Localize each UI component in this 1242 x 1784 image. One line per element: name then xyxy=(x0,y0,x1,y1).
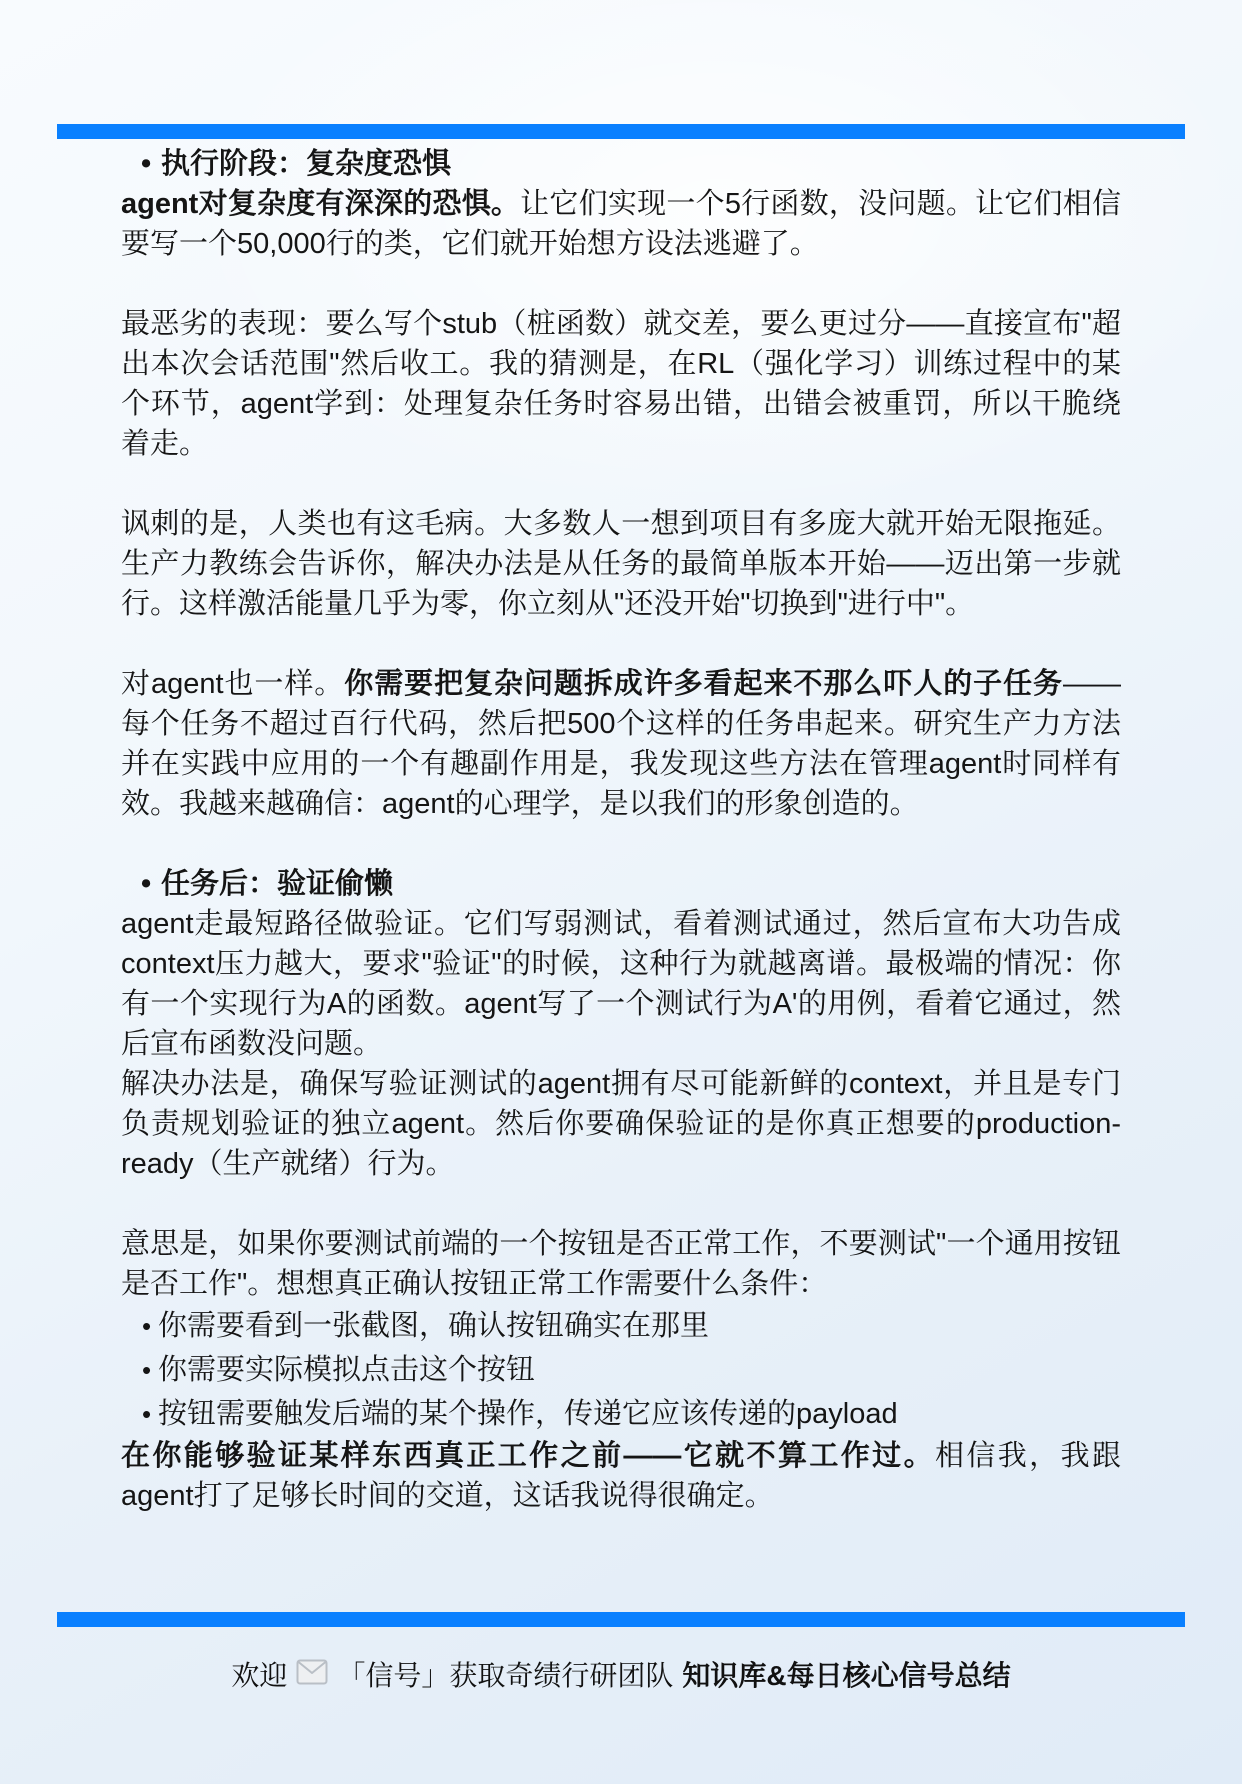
list-item-text: 你需要实际模拟点击这个按钮 xyxy=(158,1354,536,1386)
section-heading-text: 任务后：验证偷懒 xyxy=(161,868,394,900)
paragraph-text: 让它们实现一个5行函数，没问题。让它们相信要写一个50,000行的类，它们就开始想方设法逃避了。 xyxy=(121,188,1121,260)
paragraph-conclusion xyxy=(121,1436,1121,1516)
paragraph-complexity-fear xyxy=(121,184,1121,264)
list-item xyxy=(121,1304,1121,1348)
list-item xyxy=(121,1392,1121,1436)
paragraph-split-tasks xyxy=(121,664,1121,824)
list-item-text: 按钮需要触发后端的某个操作，传递它应该传递的payload xyxy=(158,1398,898,1430)
paragraph-bold-lead: agent对复杂度有深深的恐惧。 xyxy=(121,188,521,220)
paragraph-text: 相信我，我跟agent打了足够长时间的交道，这话我说得很确定。 xyxy=(121,1440,1121,1512)
bullet-dot: • xyxy=(142,1355,152,1385)
article-content xyxy=(121,139,1121,1516)
envelope-icon xyxy=(296,1655,328,1697)
article-page xyxy=(0,124,1242,1784)
footer-bold-text: 知识库&每日核心信号总结 xyxy=(682,1660,1011,1691)
paragraph-lazy-verification: agent走最短路径做验证。它们写弱测试，看着测试通过，然后宣布大功告成context压力越大，要求"验证"的时候，这种行为就越离谱。最极端的情况：你有一个实现行为A的函数。agent写了一个测试行为A'的用例，看着它通过，然后宣布函数没问题。 xyxy=(121,908,1121,1060)
footer-banner xyxy=(0,1655,1242,1697)
paragraph-bold-emphasis: 你需要把复杂问题拆成许多看起来不那么吓人的子任务 xyxy=(344,668,1063,700)
paragraph-text: 对agent也一样。 xyxy=(121,668,345,700)
section-heading-text: 执行阶段：复杂度恐惧 xyxy=(161,148,452,180)
bullet-dot: • xyxy=(141,148,152,180)
paragraph-human-irony: 讽刺的是，人类也有这毛病。大多数人一想到项目有多庞大就开始无限拖延。生产力教练会告诉你，解决办法是从任务的最简单版本开始——迈出第一步就行。这样激活能量几乎为零，你立刻从"还没开始"切换到"进行中"。 xyxy=(121,508,1121,620)
top-divider-bar xyxy=(57,124,1185,139)
footer-middle-text: 「信号」获取奇绩行研团队 xyxy=(337,1660,674,1691)
paragraph-bold-conclusion: 在你能够验证某样东西真正工作之前——它就不算工作过。 xyxy=(121,1440,935,1472)
paragraph-button-test: 意思是，如果你要测试前端的一个按钮是否正常工作，不要测试"一个通用按钮是否工作"。想想真正确认按钮正常工作需要什么条件： xyxy=(121,1228,1121,1300)
paragraph-verification-fix: 解决办法是，确保写验证测试的agent拥有尽可能新鲜的context，并且是专门负责规划验证的独立agent。然后你要确保验证的是你真正想要的production-ready（生产就绪）行为。 xyxy=(121,1068,1121,1180)
list-item-text: 你需要看到一张截图，确认按钮确实在那里 xyxy=(158,1310,710,1342)
bullet-dot: • xyxy=(142,1399,152,1429)
bullet-dot: • xyxy=(141,868,152,900)
footer-prefix: 欢迎 xyxy=(231,1660,288,1691)
paragraph-text: ——每个任务不超过百行代码，然后把500个这样的任务串起来。研究生产力方法并在实践中应用的一个有趣副作用是，我发现这些方法在管理agent时同样有效。我越来越确信：agent的心理学，是以我们的形象创造的。 xyxy=(121,668,1121,820)
section-heading-execution xyxy=(121,144,1121,184)
bullet-dot: • xyxy=(142,1311,152,1341)
paragraph-worst-behavior: 最恶劣的表现：要么写个stub（桩函数）就交差，要么更过分——直接宣布"超出本次会话范围"然后收工。我的猜测是，在RL（强化学习）训练过程中的某个环节，agent学到：处理复杂任务时容易出错，出错会被重罚，所以干脆绕着走。 xyxy=(121,308,1121,460)
list-item xyxy=(121,1348,1121,1392)
section-heading-verification xyxy=(121,864,1121,904)
verification-checklist xyxy=(121,1304,1121,1436)
bottom-divider-bar xyxy=(57,1612,1185,1627)
